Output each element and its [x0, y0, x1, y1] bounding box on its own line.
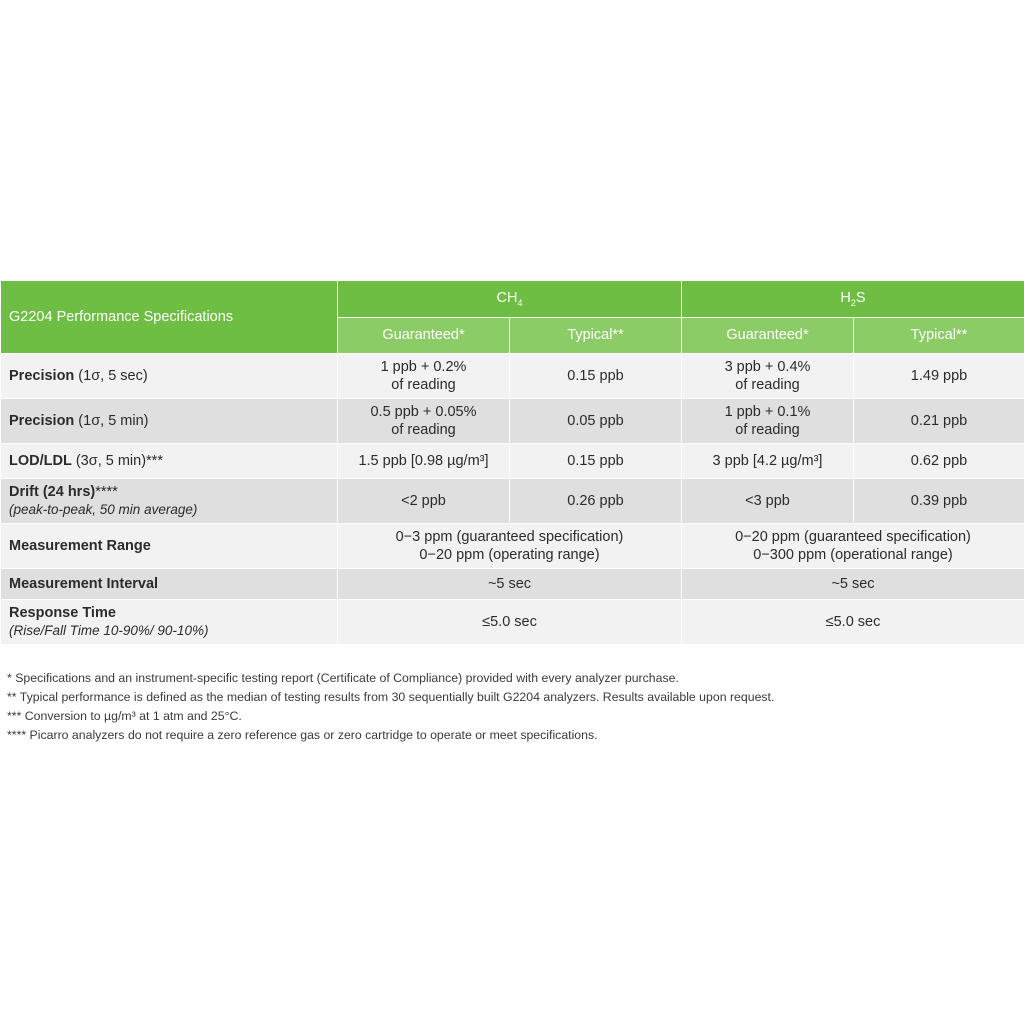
footnote: * Specifications and an instrument-specific testing report (Certificate of Compliance) provided with every analyzer purchase. [7, 671, 679, 685]
group-header-h2s: $H_2S$ [682, 281, 1024, 318]
table-cell: 0.15 ppb [510, 354, 682, 399]
row-label: Precision (1σ, 5 sec) [1, 354, 338, 399]
subheader-typical: Typical** [510, 317, 682, 354]
table-cell: <3 ppb [682, 479, 854, 524]
table-cell: 0−3 ppm (guaranteed specification) 0−20 ppm (operating range) [338, 524, 682, 569]
table-row [1, 479, 1024, 524]
subheader-guaranteed: Guaranteed* [338, 317, 510, 354]
table-cell: 1.5 ppb [0.98 µg/m³] [338, 444, 510, 479]
table-cell: 0.15 ppb [510, 444, 682, 479]
row-label: Drift (24 hrs)**** (peak-to-peak, 50 min average) [1, 479, 338, 524]
row-label: Precision (1σ, 5 min) [1, 399, 338, 444]
footnote: *** Conversion to µg/m³ at 1 atm and 25°C. [7, 709, 242, 723]
group-header-ch4: $CH_4$ [338, 281, 682, 318]
table-cell: ≤5.0 sec [682, 600, 1024, 645]
row-label: Measurement Interval [1, 569, 338, 600]
footnote: **** Picarro analyzers do not require a zero reference gas or zero cartridge to operate or meet specifications. [7, 728, 598, 742]
subheader-guaranteed: Guaranteed* [682, 317, 854, 354]
table-cell: 3 ppb [4.2 µg/m³] [682, 444, 854, 479]
table-cell: ~5 sec [338, 569, 682, 600]
subheader-typical: Typical** [854, 317, 1024, 354]
table-cell: 3 ppb + 0.4% of reading [682, 354, 854, 399]
table-cell: 1 ppb + 0.1% of reading [682, 399, 854, 444]
table-cell: 0.21 ppb [854, 399, 1024, 444]
header-row [1, 281, 1024, 318]
table-row [1, 600, 1024, 645]
table-cell: 1.49 ppb [854, 354, 1024, 399]
table-cell: 0.05 ppb [510, 399, 682, 444]
footnotes [7, 669, 1017, 745]
table-row [1, 569, 1024, 600]
table-cell: <2 ppb [338, 479, 510, 524]
table-cell: 1 ppb + 0.2% of reading [338, 354, 510, 399]
row-label: LOD/LDL (3σ, 5 min)*** [1, 444, 338, 479]
table-row [1, 444, 1024, 479]
table-row [1, 399, 1024, 444]
footnote: ** Typical performance is defined as the median of testing results from 30 sequentially built G2204 analyzers. Results available upon request. [7, 690, 775, 704]
row-label: Measurement Range [1, 524, 338, 569]
table-cell: 0.62 ppb [854, 444, 1024, 479]
table-cell: 0.5 ppb + 0.05% of reading [338, 399, 510, 444]
table-row [1, 354, 1024, 399]
table-title: G2204 Performance Specifications [1, 281, 338, 354]
row-label: Response Time (Rise/Fall Time 10-90%/ 90-10%) [1, 600, 338, 645]
table-cell: 0.39 ppb [854, 479, 1024, 524]
table-cell: ≤5.0 sec [338, 600, 682, 645]
spec-table [0, 280, 1024, 645]
table-cell: 0.26 ppb [510, 479, 682, 524]
table-row [1, 524, 1024, 569]
table-cell: ~5 sec [682, 569, 1024, 600]
table-cell: 0−20 ppm (guaranteed specification) 0−300 ppm (operational range) [682, 524, 1024, 569]
